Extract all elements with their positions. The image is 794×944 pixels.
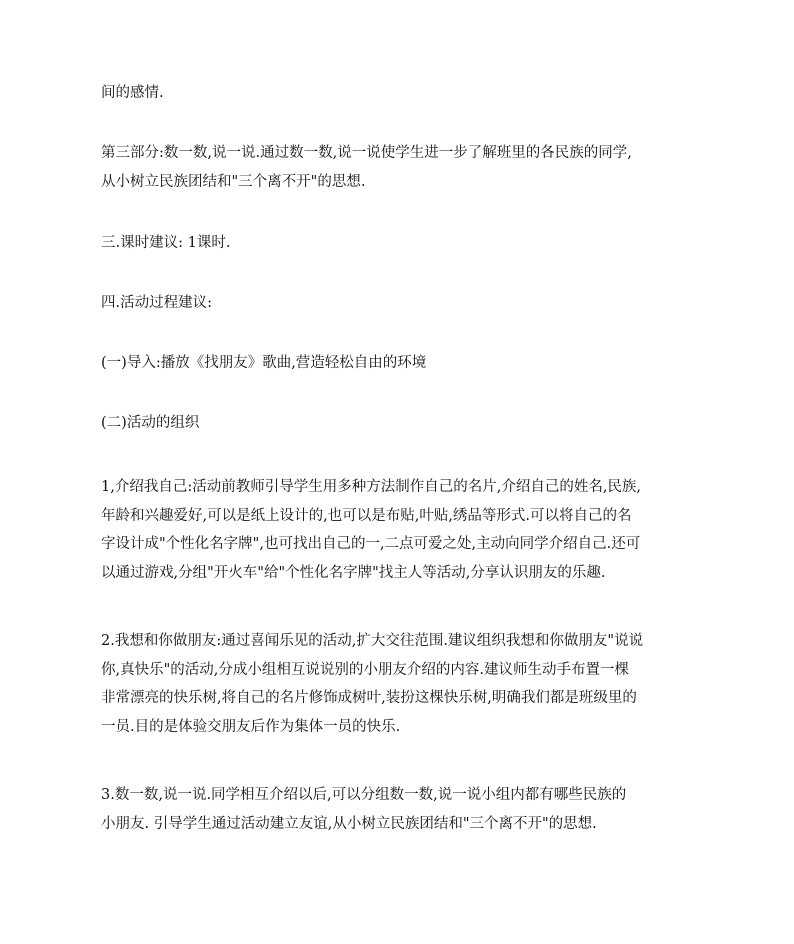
- text-line: 三.课时建议: 1课时.: [101, 235, 231, 251]
- text-line: 以通过游戏,分组"开火车"给"个性化名字牌"找主人等活动,分享认识朋友的乐趣.: [101, 564, 606, 581]
- text-line: 四.活动过程建议:: [101, 295, 212, 311]
- text-line: 第三部分:数一数,说一说.通过数一数,说一说使学生进一步了解班里的各民族的同学,: [101, 145, 632, 161]
- text-line: 间的感情.: [101, 85, 164, 101]
- text-line: 年龄和兴趣爱好,可以是纸上设计的,也可以是布贴,叶贴,绣品等形式.可以将自己的名: [101, 507, 632, 524]
- paragraph-introduce-myself: [101, 473, 701, 587]
- text-line: 字设计成"个性化名字牌",也可找出自己的一,二点可爱之处,主动向同学介绍自己.还可: [101, 536, 641, 552]
- text-line: 一员.目的是体验交朋友后作为集体一员的快乐.: [101, 718, 401, 735]
- text-line: 3.数一数,说一说.同学相互介绍以后,可以分组数一数,说一说小组内都有哪些民族的: [101, 787, 627, 803]
- text-line: 2.我想和你做朋友:通过喜闻乐见的活动,扩大交往范围.建议组织我想和你做朋友"说说: [101, 633, 644, 649]
- text-line: 非常漂亮的快乐树,将自己的名片修饰成树叶,装扮这棵快乐树,明确我们都是班级里的: [101, 690, 637, 706]
- paragraph-make-friends: [101, 627, 701, 741]
- text-line: (二)活动的组织: [101, 415, 200, 431]
- heading-activity-process: [101, 289, 701, 318]
- heading-activity-organization: [101, 409, 701, 438]
- text-line: 从小树立民族团结和"三个离不开"的思想.: [101, 173, 366, 190]
- text-line: 你,真快乐"的活动,分成小组相互说说别的小朋友介绍的内容.建议师生动手布置一棵: [101, 661, 629, 678]
- paragraph-count-and-tell: [101, 781, 701, 838]
- paragraph-continuation: [101, 79, 701, 108]
- heading-class-hours: [101, 229, 701, 258]
- paragraph-part-three: [101, 139, 701, 196]
- text-line: 1,介绍我自己:活动前教师引导学生用多种方法制作自己的名片,介绍自己的姓名,民族,: [101, 479, 642, 495]
- text-line: 小朋友. 引导学生通过活动建立友谊,从小树立民族团结和"三个离不开"的思想.: [101, 815, 597, 832]
- text-line: (一)导入:播放《找朋友》歌曲,营造轻松自由的环境: [101, 355, 427, 371]
- paragraph-intro: [101, 349, 701, 378]
